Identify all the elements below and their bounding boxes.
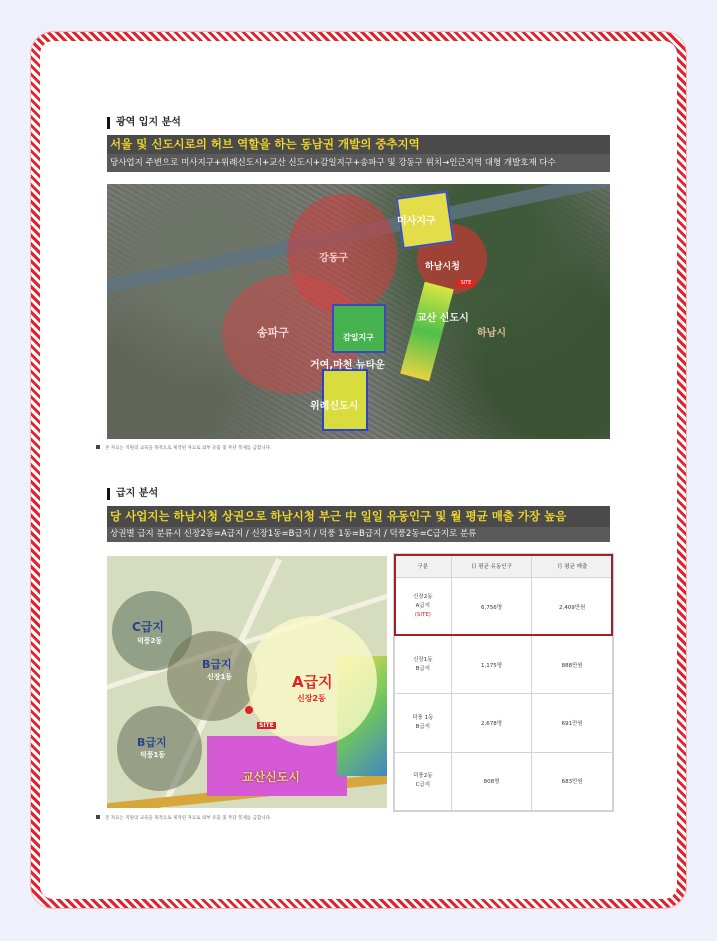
row-grade: B급지 [415,665,431,672]
table-header-row [395,555,613,578]
label-b-grade-2: B급지 [137,736,167,749]
regional-satellite-map [107,184,610,439]
row-population: 6,756명 [451,578,532,636]
section2-subtitle: 상권별 급지 분류시 신장2동=A급지 / 신장1동=B급지 / 덕풍 1동=B급지 / 덕풍2동=C급지로 분류 [107,527,610,542]
label-a-grade: A급지 [292,673,333,691]
label-gamil: 감일지구 [343,333,374,342]
row-grade: C급지 [415,782,431,789]
label-c-grade: C급지 [132,620,164,634]
row-category [395,636,452,694]
row-area: 신장2동 [413,594,433,600]
section-title-grade-analysis: 급지 분석 [107,488,158,500]
header-population: 日 평균 유동인구 [451,555,532,578]
header-sales: 月 평균 매출 [532,555,613,578]
section2-headline: 당 사업지는 하남시청 상권으로 하남시청 부근 中 일일 유동인구 및 월 평균 매출 가장 높음 [107,506,610,527]
row-area: 덕풍 1동 [412,714,434,721]
header-category: 구분 [395,555,452,578]
row-population: 1,175명 [451,636,532,694]
row-category [395,752,452,810]
label-b-area-1: 신장1동 [207,673,233,681]
row-site-tag: (SITE) [414,612,431,618]
label-b-grade-1: B급지 [202,658,232,671]
label-gangdong: 강동구 [319,253,348,264]
site-pin-icon [245,706,253,714]
label-gyosan-new-town: 교산신도시 [242,770,300,784]
disclaimer-2-text: 본 자료는 직원의 교육을 목적으로 제작된 자료로 외부 유출 및 무단 복제를 금합니다. [105,816,272,821]
disclaimer-1-text: 본 자료는 직원의 교육을 목적으로 제작된 자료로 외부 유출 및 무단 복제를 금합니다. [105,446,272,451]
table-row [395,752,613,810]
row-sales: 2,409만원 [532,578,613,636]
zone-gyosan-new-town [207,736,347,796]
section-title-regional-analysis: 광역 입지 분석 [107,117,181,129]
label-site: SITE [259,722,274,729]
row-grade: B급지 [415,723,431,730]
table-row [395,578,613,636]
disclaimer-1 [96,445,271,451]
label-a-area: 신장2동 [297,694,326,703]
row-category [395,578,452,636]
row-population: 808명 [451,752,532,810]
disclaimer-2 [96,815,271,821]
label-songpa: 송파구 [257,326,289,339]
zone-gyosan [400,282,454,382]
row-area: 신장1동 [413,656,433,663]
label-hanam-si: 하남시 [477,328,506,339]
label-wirye: 위례신도시 [310,401,359,412]
label-geoyeo-macheon: 거여,마천 뉴타운 [310,360,385,371]
label-b-area-2: 덕풍1동 [140,751,166,759]
section1-headline: 서울 및 신도시로의 허브 역할을 하는 동남권 개발의 중추지역 [107,135,610,154]
label-misa: 미사지구 [397,216,436,227]
row-sales: 888만원 [532,636,613,694]
table-row [395,636,613,694]
row-category [395,694,452,752]
row-grade: A급지 [415,603,431,609]
label-hanam-cityhall: 하남시청 [425,262,460,272]
label-gyosan: 교산 신도시 [417,313,469,324]
table-row [395,694,613,752]
section1-subtitle: 당사업지 주변으로 미사지구+위례신도시+교산 신도시+감일지구+송파구 및 강동구 위치→인근지역 대형 개발호재 다수 [107,154,610,172]
row-population: 2,678명 [451,694,532,752]
row-sales: 683만원 [532,752,613,810]
zone-gamil [332,304,386,353]
grade-comparison-table [393,553,614,812]
label-c-area: 덕풍2동 [137,637,163,645]
commercial-grade-map [107,556,387,808]
row-sales: 691만원 [532,694,613,752]
row-area: 덕풍2동 [413,773,433,780]
site-marker: SITE [457,280,475,287]
